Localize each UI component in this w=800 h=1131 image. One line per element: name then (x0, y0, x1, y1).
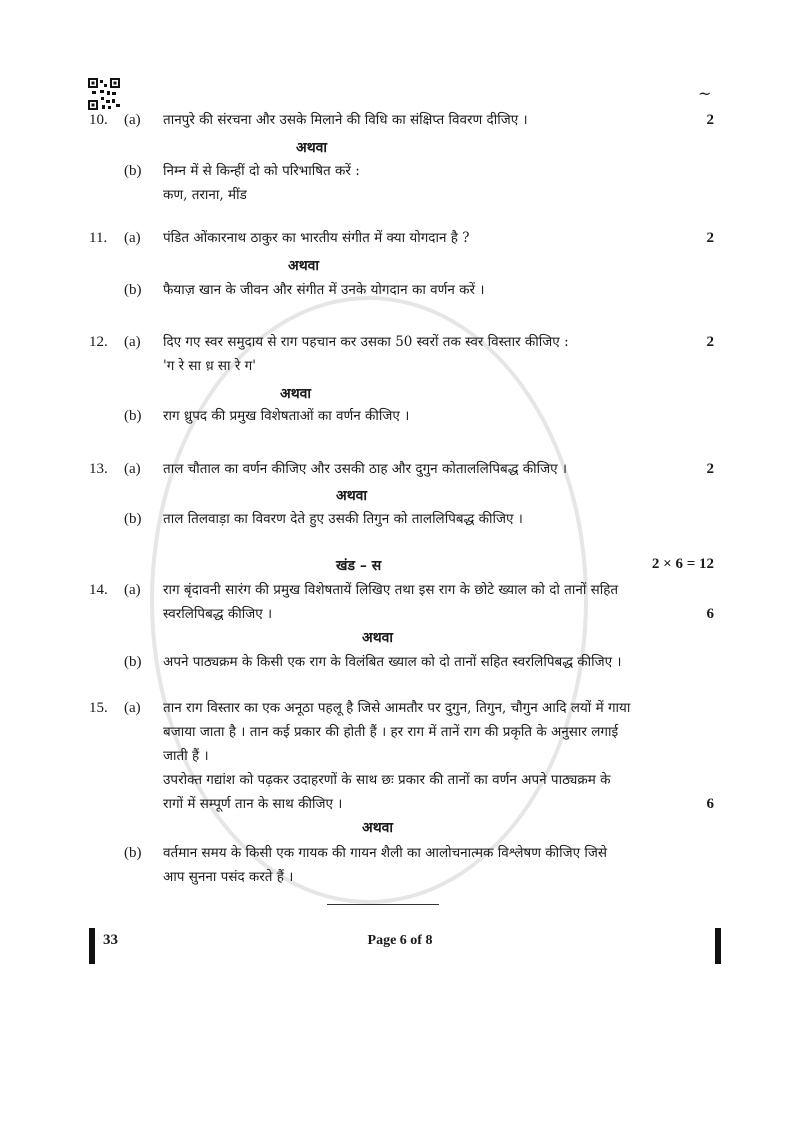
part-label: (b) (124, 408, 142, 424)
question-text-line: उपरोक्त गद्यांश को पढ़कर उदाहरणों के साथ छः प्रकार की तानों का वर्णन अपने पाठ्यक्रम के (163, 772, 611, 788)
or-separator: अथवा (280, 386, 312, 402)
part-label: (a) (124, 230, 141, 246)
marks: 2 (706, 230, 714, 246)
question-text: फैयाज़ खान के जीवन और संगीत में उनके योगदान का वर्णन करें । (163, 282, 485, 298)
right-margin-bar (715, 928, 721, 964)
part-label: (a) (124, 334, 141, 350)
tilde-mark: ~ (698, 84, 712, 103)
part-label: (b) (124, 163, 142, 179)
marks: 2 (706, 461, 714, 477)
marks: 2 (706, 334, 714, 350)
part-label: (a) (124, 112, 141, 128)
left-margin-bar (89, 928, 95, 964)
part-label: (b) (124, 282, 142, 298)
part-label: (b) (124, 511, 142, 527)
or-separator: अथवा (362, 630, 394, 646)
section-marks: 2 × 6 = 12 (651, 556, 714, 572)
question-text-line: निम्न में से किन्हीं दो को परिभाषित करें : (163, 163, 360, 179)
or-separator: अथवा (296, 140, 328, 156)
question-text-line: तान राग विस्तार का एक अनूठा पहलू है जिसे आमतौर पर दुगुन, तिगुन, चौगुन आदि लयों में गाया (163, 700, 631, 716)
marks: 2 (706, 112, 714, 128)
question-text: पंडित ओंकारनाथ ठाकुर का भारतीय संगीत में क्या योगदान है ? (163, 230, 470, 246)
question-text-line: रागों में सम्पूर्ण तान के साथ कीजिए । (163, 796, 343, 812)
question-number: 12. (89, 334, 108, 350)
question-number: 13. (89, 461, 108, 477)
question-text-line: स्वरलिपिबद्ध कीजिए । (163, 606, 273, 622)
question-text-line: कण, तराना, मींड (163, 187, 247, 203)
question-number: 15. (89, 700, 108, 716)
marks: 6 (706, 796, 714, 812)
question-text-line: आप सुनना पसंद करते हैं । (163, 869, 294, 885)
question-text: ताल चौताल का वर्णन कीजिए और उसकी ठाह और दुगुन कोताललिपिबद्ध कीजिए । (163, 461, 568, 477)
question-text-line: वर्तमान समय के किसी एक गायक की गायन शैली का आलोचनात्मक विश्लेषण कीजिए जिसे (163, 845, 608, 861)
question-text: ताल तिलवाड़ा का विवरण देते हुए उसकी तिगुन को ताललिपिबद्ध कीजिए । (163, 511, 523, 527)
page-number: Page 6 of 8 (367, 933, 433, 948)
part-label: (a) (124, 582, 141, 598)
question-text: तानपुरे की संरचना और उसके मिलाने की विधि का संक्षिप्त विवरण दीजिए । (163, 112, 528, 128)
or-separator: अथवा (362, 820, 394, 836)
part-label: (a) (124, 461, 141, 477)
part-label: (b) (124, 654, 142, 670)
part-label: (b) (124, 845, 142, 861)
paper-code: 33 (103, 932, 118, 948)
or-separator: अथवा (336, 488, 368, 504)
part-label: (a) (124, 700, 141, 716)
marks: 6 (706, 606, 714, 622)
question-text-line: बजाया जाता है । तान कई प्रकार की होती हैं । हर राग में तानें राग की प्रकृति के अनुसार लगाई (163, 724, 619, 740)
question-text-line: राग बृंदावनी सारंग की प्रमुख विशेषतायें लिखिए तथा इस राग के छोटे ख्याल को दो तानों सहित (163, 582, 619, 598)
question-text-line: 'ग रे सा ध़ सा रे ग' (163, 358, 256, 374)
end-rule (327, 904, 439, 905)
question-number: 10. (89, 112, 108, 128)
question-text: अपने पाठ्यक्रम के किसी एक राग के विलंबित ख्याल को दो तानों सहित स्वरलिपिबद्ध कीजिए । (163, 654, 622, 670)
qr-code-icon (88, 78, 120, 110)
question-number: 11. (89, 230, 108, 246)
question-text-line: दिए गए स्वर समुदाय से राग पहचान कर उसका 50 स्वरों तक स्वर विस्तार कीजिए : (163, 334, 569, 350)
question-text-line: जाती हैं । (163, 748, 209, 764)
or-separator: अथवा (288, 258, 320, 274)
question-number: 14. (89, 582, 108, 598)
question-text: राग ध्रुपद की प्रमुख विशेषताओं का वर्णन कीजिए । (163, 408, 410, 424)
section-title: खंड – स (336, 558, 382, 574)
